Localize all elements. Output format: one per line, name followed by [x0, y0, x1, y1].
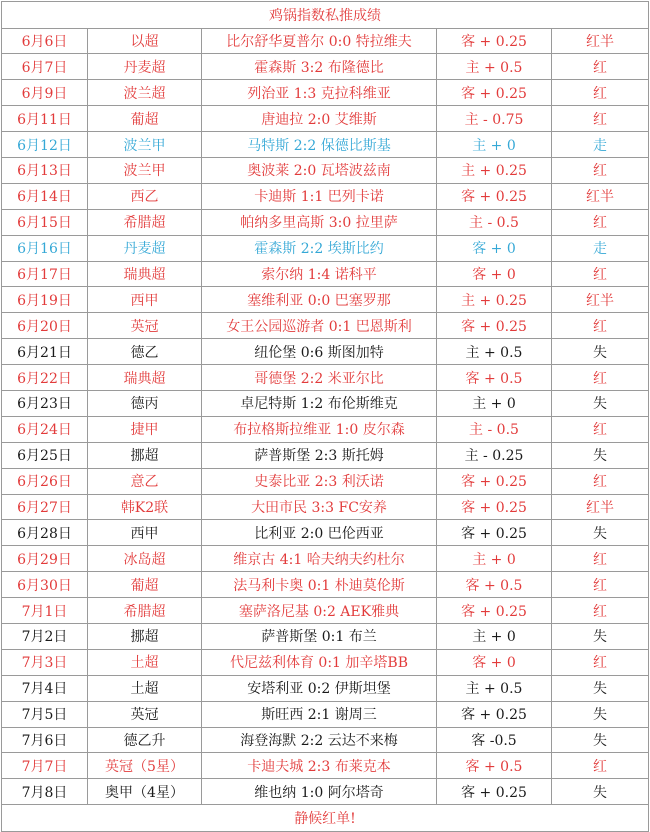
result-cell: 红: [552, 572, 649, 598]
league-cell: 土超: [88, 649, 202, 675]
date-cell: 7月4日: [2, 675, 88, 701]
table-row: [2, 106, 649, 132]
table-row: [2, 649, 649, 675]
result-cell: 失: [552, 623, 649, 649]
table-row: [2, 287, 649, 313]
odds-cell: 主 - 0.5: [437, 209, 552, 235]
match-cell: 卡迪斯 1:1 巴列卡诺: [202, 183, 437, 209]
result-cell: 失: [552, 339, 649, 365]
league-cell: 奥甲（4星）: [88, 779, 202, 805]
league-cell: 挪超: [88, 442, 202, 468]
odds-cell: 客 + 0.25: [437, 313, 552, 339]
table-row: [2, 390, 649, 416]
match-cell: 霍森斯 2:2 埃斯比约: [202, 235, 437, 261]
result-cell: 红: [552, 261, 649, 287]
match-cell: 布拉格斯拉维亚 1:0 皮尔森: [202, 416, 437, 442]
table-row: [2, 157, 649, 183]
result-cell: 红: [552, 80, 649, 106]
odds-cell: 主 + 0.5: [437, 54, 552, 80]
odds-cell: 主 - 0.25: [437, 442, 552, 468]
match-cell: 霍森斯 3:2 布隆德比: [202, 54, 437, 80]
odds-cell: 客 + 0: [437, 649, 552, 675]
league-cell: 德乙升: [88, 727, 202, 753]
match-cell: 卓尼特斯 1:2 布伦斯维克: [202, 390, 437, 416]
table-title: 鸡锅指数私推成绩: [2, 2, 649, 29]
results-body: [2, 28, 649, 805]
match-cell: 塞维利亚 0:0 巴塞罗那: [202, 287, 437, 313]
match-cell: 索尔纳 1:4 诺科平: [202, 261, 437, 287]
match-cell: 列治亚 1:3 克拉科维亚: [202, 80, 437, 106]
date-cell: 6月19日: [2, 287, 88, 313]
league-cell: 希腊超: [88, 598, 202, 624]
result-cell: 红: [552, 313, 649, 339]
match-cell: 海登海默 2:2 云达不来梅: [202, 727, 437, 753]
table-row: [2, 339, 649, 365]
odds-cell: 主 + 0.25: [437, 287, 552, 313]
date-cell: 6月22日: [2, 365, 88, 391]
table-row: [2, 701, 649, 727]
match-cell: 维京古 4:1 哈夫纳夫约杜尔: [202, 546, 437, 572]
odds-cell: 客 + 0.25: [437, 28, 552, 54]
table-row: [2, 572, 649, 598]
date-cell: 6月6日: [2, 28, 88, 54]
date-cell: 6月7日: [2, 54, 88, 80]
odds-cell: 客 + 0.25: [437, 598, 552, 624]
date-cell: 7月5日: [2, 701, 88, 727]
table-row: [2, 546, 649, 572]
league-cell: 波兰超: [88, 80, 202, 106]
result-cell: 失: [552, 727, 649, 753]
date-cell: 7月6日: [2, 727, 88, 753]
league-cell: 丹麦超: [88, 235, 202, 261]
league-cell: 瑞典超: [88, 365, 202, 391]
table-row: [2, 468, 649, 494]
date-cell: 6月11日: [2, 106, 88, 132]
table-row: [2, 675, 649, 701]
table-row: [2, 183, 649, 209]
result-cell: 红半: [552, 28, 649, 54]
result-cell: 红: [552, 546, 649, 572]
table-row: [2, 80, 649, 106]
date-cell: 6月16日: [2, 235, 88, 261]
date-cell: 6月13日: [2, 157, 88, 183]
date-cell: 6月23日: [2, 390, 88, 416]
league-cell: 波兰甲: [88, 132, 202, 158]
result-cell: 失: [552, 520, 649, 546]
league-cell: 葡超: [88, 106, 202, 132]
result-cell: 红半: [552, 287, 649, 313]
table-row: [2, 623, 649, 649]
odds-cell: 客 + 0.25: [437, 183, 552, 209]
title-row: [2, 2, 649, 29]
league-cell: 冰岛超: [88, 546, 202, 572]
table-row: [2, 442, 649, 468]
date-cell: 6月28日: [2, 520, 88, 546]
league-cell: 韩K2联: [88, 494, 202, 520]
result-cell: 红: [552, 54, 649, 80]
odds-cell: 主 - 0.75: [437, 106, 552, 132]
match-cell: 塞萨洛尼基 0:2 AEK雅典: [202, 598, 437, 624]
date-cell: 7月2日: [2, 623, 88, 649]
date-cell: 6月15日: [2, 209, 88, 235]
odds-cell: 客 + 0.25: [437, 701, 552, 727]
league-cell: 希腊超: [88, 209, 202, 235]
table-row: [2, 753, 649, 779]
date-cell: 6月29日: [2, 546, 88, 572]
match-cell: 卡迪夫城 2:3 布莱克本: [202, 753, 437, 779]
league-cell: 瑞典超: [88, 261, 202, 287]
odds-cell: 主 - 0.5: [437, 416, 552, 442]
table-row: [2, 416, 649, 442]
date-cell: 6月20日: [2, 313, 88, 339]
results-table: [1, 1, 649, 832]
league-cell: 西乙: [88, 183, 202, 209]
result-cell: 失: [552, 442, 649, 468]
league-cell: 捷甲: [88, 416, 202, 442]
league-cell: 波兰甲: [88, 157, 202, 183]
result-cell: 红: [552, 157, 649, 183]
result-cell: 红: [552, 468, 649, 494]
match-cell: 斯旺西 2:1 谢周三: [202, 701, 437, 727]
odds-cell: 客 + 0.25: [437, 520, 552, 546]
table-row: [2, 727, 649, 753]
match-cell: 马特斯 2:2 保德比斯基: [202, 132, 437, 158]
result-cell: 红: [552, 753, 649, 779]
league-cell: 西甲: [88, 287, 202, 313]
odds-cell: 客 + 0: [437, 261, 552, 287]
league-cell: 土超: [88, 675, 202, 701]
date-cell: 6月24日: [2, 416, 88, 442]
table-row: [2, 209, 649, 235]
odds-cell: 客 + 0.25: [437, 494, 552, 520]
odds-cell: 客 + 0.25: [437, 80, 552, 106]
date-cell: 6月30日: [2, 572, 88, 598]
league-cell: 英冠: [88, 313, 202, 339]
league-cell: 德丙: [88, 390, 202, 416]
odds-cell: 主 + 0: [437, 623, 552, 649]
match-cell: 女王公园巡游者 0:1 巴恩斯利: [202, 313, 437, 339]
result-cell: 走: [552, 235, 649, 261]
footer-row: [2, 805, 649, 832]
result-cell: 红: [552, 598, 649, 624]
match-cell: 法马利卡奥 0:1 朴迪莫伦斯: [202, 572, 437, 598]
league-cell: 以超: [88, 28, 202, 54]
date-cell: 7月3日: [2, 649, 88, 675]
odds-cell: 主 + 0: [437, 390, 552, 416]
table-row: [2, 235, 649, 261]
odds-cell: 主 + 0: [437, 132, 552, 158]
match-cell: 奥波莱 2:0 瓦塔波兹南: [202, 157, 437, 183]
match-cell: 代尼兹利体育 0:1 加辛塔BB: [202, 649, 437, 675]
date-cell: 6月21日: [2, 339, 88, 365]
odds-cell: 主 + 0.25: [437, 157, 552, 183]
result-cell: 红: [552, 649, 649, 675]
league-cell: 英冠: [88, 701, 202, 727]
table-row: [2, 365, 649, 391]
table-row: [2, 261, 649, 287]
result-cell: 红: [552, 106, 649, 132]
table-row: [2, 28, 649, 54]
match-cell: 比尔舒华夏普尔 0:0 特拉维夫: [202, 28, 437, 54]
date-cell: 7月1日: [2, 598, 88, 624]
match-cell: 萨普斯堡 2:3 斯托姆: [202, 442, 437, 468]
table-row: [2, 494, 649, 520]
table-row: [2, 779, 649, 805]
date-cell: 6月12日: [2, 132, 88, 158]
date-cell: 6月9日: [2, 80, 88, 106]
odds-cell: 主 + 0: [437, 546, 552, 572]
result-cell: 失: [552, 390, 649, 416]
date-cell: 6月25日: [2, 442, 88, 468]
odds-cell: 客 + 0.25: [437, 779, 552, 805]
league-cell: 意乙: [88, 468, 202, 494]
table-footer: 静候红单!: [2, 805, 649, 832]
result-cell: 红: [552, 365, 649, 391]
result-cell: 失: [552, 701, 649, 727]
result-cell: 红: [552, 416, 649, 442]
date-cell: 6月26日: [2, 468, 88, 494]
date-cell: 7月8日: [2, 779, 88, 805]
odds-cell: 客 + 0: [437, 235, 552, 261]
odds-cell: 客 + 0.5: [437, 572, 552, 598]
table-row: [2, 54, 649, 80]
match-cell: 维也纳 1:0 阿尔塔奇: [202, 779, 437, 805]
odds-cell: 客 + 0.5: [437, 753, 552, 779]
date-cell: 6月27日: [2, 494, 88, 520]
odds-cell: 客 + 0.25: [437, 468, 552, 494]
league-cell: 德乙: [88, 339, 202, 365]
table-row: [2, 598, 649, 624]
match-cell: 安塔利亚 0:2 伊斯坦堡: [202, 675, 437, 701]
result-cell: 失: [552, 675, 649, 701]
date-cell: 6月14日: [2, 183, 88, 209]
match-cell: 大田市民 3:3 FC安养: [202, 494, 437, 520]
match-cell: 比利亚 2:0 巴伦西亚: [202, 520, 437, 546]
result-cell: 红: [552, 209, 649, 235]
result-cell: 失: [552, 779, 649, 805]
match-cell: 哥德堡 2:2 米亚尔比: [202, 365, 437, 391]
date-cell: 7月7日: [2, 753, 88, 779]
result-cell: 走: [552, 132, 649, 158]
match-cell: 帕纳多里高斯 3:0 拉里萨: [202, 209, 437, 235]
league-cell: 英冠（5星）: [88, 753, 202, 779]
match-cell: 唐迪拉 2:0 艾维斯: [202, 106, 437, 132]
table-row: [2, 313, 649, 339]
odds-cell: 主 + 0.5: [437, 339, 552, 365]
odds-cell: 客 + 0.5: [437, 365, 552, 391]
table-row: [2, 520, 649, 546]
odds-cell: 主 + 0.5: [437, 675, 552, 701]
match-cell: 纽伦堡 0:6 斯图加特: [202, 339, 437, 365]
odds-cell: 客 -0.5: [437, 727, 552, 753]
result-cell: 红半: [552, 494, 649, 520]
league-cell: 丹麦超: [88, 54, 202, 80]
league-cell: 葡超: [88, 572, 202, 598]
date-cell: 6月17日: [2, 261, 88, 287]
match-cell: 史泰比亚 2:3 利沃诺: [202, 468, 437, 494]
league-cell: 西甲: [88, 520, 202, 546]
result-cell: 红半: [552, 183, 649, 209]
table-row: [2, 132, 649, 158]
league-cell: 挪超: [88, 623, 202, 649]
match-cell: 萨普斯堡 0:1 布兰: [202, 623, 437, 649]
